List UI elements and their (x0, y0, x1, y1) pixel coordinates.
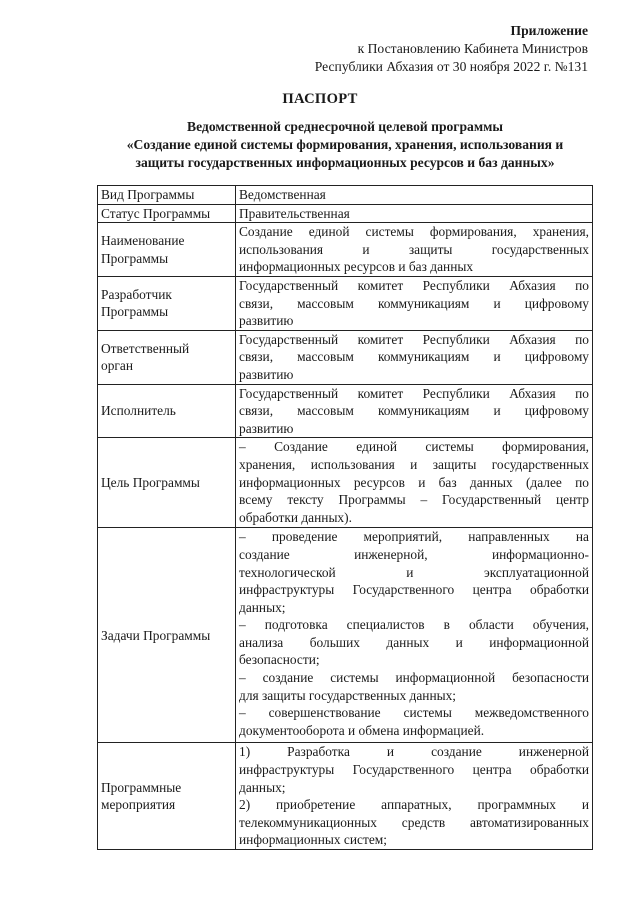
row-value (236, 276, 593, 330)
row-value-line: Ведомственная (239, 187, 326, 202)
row-value (236, 186, 593, 205)
row-value-line: обработки данных). (239, 509, 352, 525)
row-label-line: Вид Программы (101, 187, 195, 202)
row-label (98, 438, 236, 528)
row-value-line: связи, массовым коммуникациям и цифровому (239, 349, 589, 365)
row-value-line: для защиты государственных данных; (239, 687, 457, 703)
row-value (236, 204, 593, 223)
row-value-line: связи, массовым коммуникациям и цифровому (239, 295, 589, 311)
row-value-line: Государственный комитет Республики Абхазия по (239, 385, 589, 401)
appendix-decree-line: к Постановлению Кабинета Министров (357, 41, 588, 56)
row-label-line: Программы (101, 304, 169, 320)
row-value-line: развитию (239, 366, 294, 382)
row-label (98, 223, 236, 277)
row-label-line: Задачи Программы (101, 627, 211, 643)
passport-row (98, 743, 593, 850)
row-value-line: Создание единой системы формирования, хранения, (239, 224, 589, 240)
row-label-line: Разработчик (101, 286, 172, 302)
row-value-line: развитию (239, 313, 294, 329)
passport-row (98, 528, 593, 743)
row-label-line: Цель Программы (101, 475, 200, 491)
row-value-line: – создание системы информационной безопасности (239, 670, 589, 686)
row-value-line: – подготовка специалистов в области обучения, (239, 617, 589, 633)
row-value-line: анализа больших данных и информационной (239, 634, 589, 650)
row-label-line: Программные (101, 779, 182, 795)
row-label (98, 186, 236, 205)
row-value (236, 743, 593, 850)
row-value-line: Правительственная (239, 205, 350, 221)
row-value-line: – совершенствование системы межведомственного (239, 705, 589, 721)
row-value (236, 438, 593, 528)
row-value-line: информационных ресурсов и баз данных (далее по (239, 474, 589, 490)
row-value-line: 1) Разработка и создание инженерной (239, 744, 589, 760)
row-value-line: связи, массовым коммуникациям и цифровому (239, 403, 589, 419)
row-value-line: безопасности; (239, 652, 320, 668)
row-label-line: Наименование (101, 232, 185, 248)
row-value (236, 528, 593, 743)
row-label (98, 276, 236, 330)
row-value-line: технологической и эксплуатационной (239, 564, 589, 580)
row-value-line: хранения, использования и защиты государственных (239, 456, 589, 472)
row-value (236, 384, 593, 438)
row-value-line: телекоммуникационных средств автоматизированных (239, 814, 589, 830)
row-label (98, 743, 236, 850)
row-label-line: Программы (101, 250, 169, 266)
passport-row (98, 223, 593, 277)
row-label-line: мероприятия (101, 797, 176, 813)
row-value (236, 223, 593, 277)
row-value-line: Государственный комитет Республики Абхазия по (239, 277, 589, 293)
row-label-line: Статус Программы (101, 205, 211, 221)
passport-row (98, 330, 593, 384)
row-label (98, 384, 236, 438)
row-label (98, 330, 236, 384)
row-value-line: информационных ресурсов и баз данных (239, 259, 474, 275)
row-value-line: документооборота и обмена информацией. (239, 722, 485, 738)
row-value-line: – Создание единой системы формирования, (239, 439, 589, 455)
row-value-line: создание инженерной, информационно- (239, 546, 589, 562)
passport-row (98, 438, 593, 528)
row-value-line: инфраструктуры Государственного центра обработки (239, 761, 589, 777)
passport-table (97, 185, 593, 850)
row-value-line: использования и защиты государственных (239, 241, 589, 257)
row-label (98, 204, 236, 223)
row-label-line: орган (101, 358, 133, 374)
row-label (98, 528, 236, 743)
subtitle-line: Ведомственной среднесрочной целевой программы (187, 119, 503, 134)
row-value-line: всему тексту Программы – Государственный центр (239, 492, 589, 508)
row-label-line: Исполнитель (101, 403, 176, 419)
document-title: ПАСПОРТ (282, 91, 358, 107)
row-value-line: данных; (239, 599, 286, 615)
document-subtitle (80, 118, 610, 172)
appendix-header (315, 22, 588, 76)
row-value (236, 330, 593, 384)
row-value-line: развитию (239, 420, 294, 436)
row-value-line: инфраструктуры Государственного центра обработки (239, 582, 589, 598)
passport-row (98, 384, 593, 438)
subtitle-line: «Создание единой системы формирования, хранения, использования и (126, 137, 564, 152)
row-label-line: Ответственный (101, 340, 190, 356)
row-value-line: информационных систем; (239, 832, 387, 848)
passport-row (98, 204, 593, 223)
passport-row (98, 186, 593, 205)
subtitle-line: защиты государственных информационных ресурсов и баз данных» (135, 155, 555, 170)
row-value-line: данных; (239, 779, 286, 795)
row-value-line: – проведение мероприятий, направленных на (239, 529, 589, 545)
row-value-line: 2) приобретение аппаратных, программных и (239, 797, 589, 813)
passport-row (98, 276, 593, 330)
appendix-title: Приложение (510, 23, 588, 38)
row-value-line: Государственный комитет Республики Абхазия по (239, 331, 589, 347)
appendix-date-line: Республики Абхазия от 30 ноября 2022 г. №131 (314, 59, 588, 74)
